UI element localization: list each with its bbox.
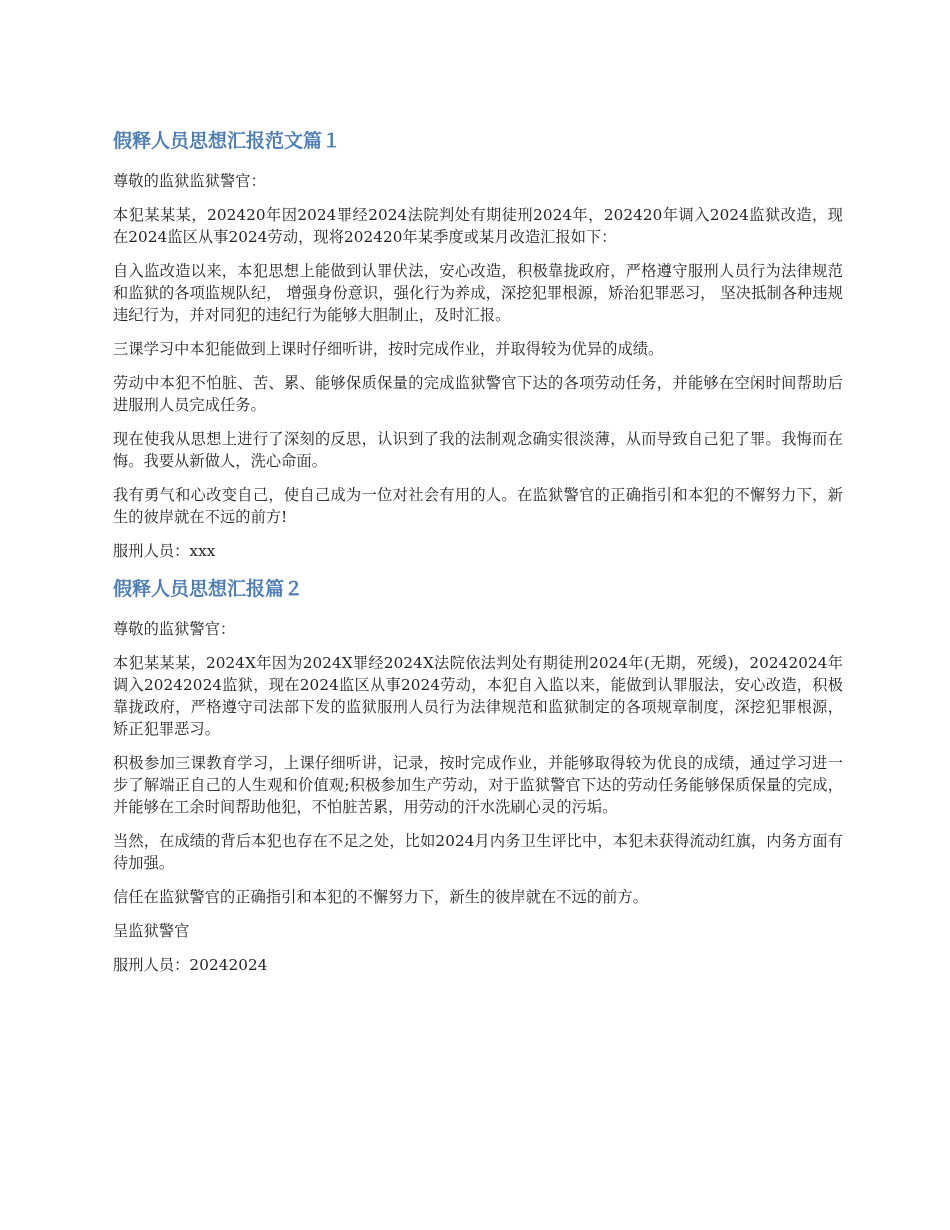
paragraph: 现在使我从思想上进行了深刻的反思，认识到了我的法制观念确实很淡薄，从而导致自己犯了罪。我悔而在悔。我要从新做人，洗心命面。 <box>113 430 843 470</box>
closing: 呈监狱警官 <box>113 922 190 940</box>
paragraph: 自入监改造以来，本犯思想上能做到认罪伏法，安心改造，积极靠拢政府，严格遵守服刑人员行为法律规范和监狱的各项监规队纪， 增强身份意识，强化行为养成，深挖犯罪根源，矫治犯罪恶习， 坚决抵制各种违规违纪行为，并对同犯的违纪行为能够大胆制止，及时汇报。 <box>113 262 843 324</box>
section-2 <box>113 574 843 976</box>
paragraph: 积极参加三课教育学习，上课仔细听讲，记录，按时完成作业，并能够取得较为优良的成绩，通过学习进一步了解端正自己的人生观和价值观;积极参加生产劳动，对于监狱警官下达的劳动任务能够保质保量的完成，并能够在工余时间帮助他犯，不怕脏苦累，用劳动的汗水洗刷心灵的污垢。 <box>113 754 843 816</box>
paragraph: 当然，在成绩的背后本犯也存在不足之处，比如2024月内务卫生评比中，本犯未获得流动红旗，内务方面有待加强。 <box>113 832 843 872</box>
paragraph: 信任在监狱警官的正确指引和本犯的不懈努力下，新生的彼岸就在不远的前方。 <box>113 888 649 906</box>
salutation: 尊敬的监狱警官： <box>113 620 236 638</box>
document-page <box>113 126 843 988</box>
salutation: 尊敬的监狱监狱警官： <box>113 172 266 190</box>
signature: 服刑人员：20242024 <box>113 956 268 974</box>
paragraph: 本犯某某某，202420年因2024罪经2024法院判处有期徒刑2024年，202420年调入2024监狱改造，现在2024监区从事2024劳动，现将202420年某季度或某月改造汇报如下： <box>113 206 843 246</box>
paragraph: 三课学习中本犯能做到上课时仔细听讲，按时完成作业，并取得较为优异的成绩。 <box>113 340 664 358</box>
section-title: 假释人员思想汇报篇２ <box>113 578 304 600</box>
paragraph: 本犯某某某，2024X年因为2024X罪经2024X法院依法判处有期徒刑2024年(无期，死缓)，20242024年调入20242024监狱，现在2024监区从事2024劳动，本犯自入监以来，能做到认罪服法，安心改造，积极靠拢政府，严格遵守司法部下发的监狱服刑人员行为法律规范和监狱制定的各项规章制度，深挖犯罪根源，矫正犯罪恶习。 <box>113 654 843 738</box>
signature: 服刑人员：xxx <box>113 542 216 560</box>
paragraph: 劳动中本犯不怕脏、苦、累、能够保质保量的完成监狱警官下达的各项劳动任务，并能够在空闲时间帮助后进服刑人员完成任务。 <box>113 374 843 414</box>
section-1 <box>113 126 843 562</box>
paragraph: 我有勇气和心改变自己，使自己成为一位对社会有用的人。在监狱警官的正确指引和本犯的不懈努力下，新生的彼岸就在不远的前方! <box>113 486 843 526</box>
section-title: 假释人员思想汇报范文篇１ <box>113 130 342 152</box>
